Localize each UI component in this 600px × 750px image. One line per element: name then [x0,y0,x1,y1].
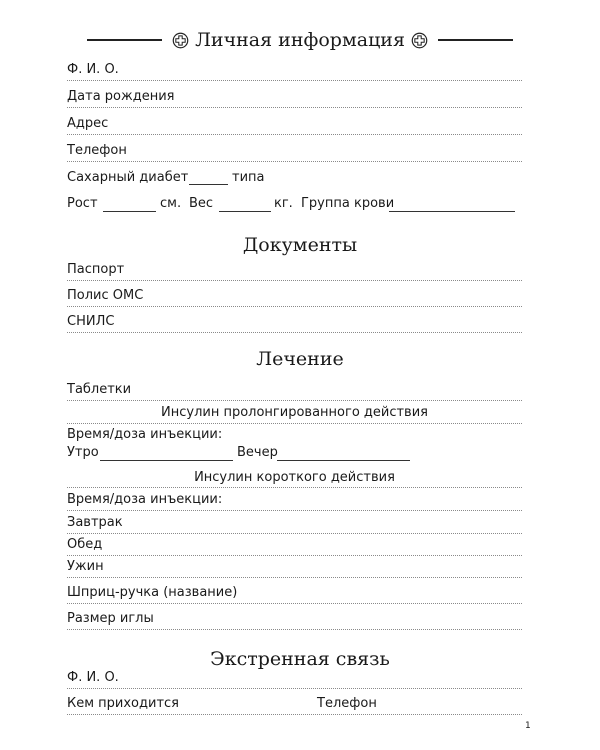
blood-type-label: Группа крови [301,196,395,211]
morning-label: Утро [67,445,99,460]
blood-type-field[interactable] [389,211,515,212]
fio-field[interactable] [67,58,522,81]
long-insulin-label: Инсулин пролонгированного действия [161,405,428,420]
medical-cross-icon [411,32,428,49]
phone-label: Телефон [67,143,127,158]
passport-label: Паспорт [67,262,125,277]
birth-date-field[interactable] [67,85,522,108]
time-dose-label-2: Время/доза инъекции: [67,492,223,507]
evening-field[interactable] [277,460,410,461]
section-title-emergency: Экстренная связь [210,648,390,670]
diabetes-type-field[interactable] [189,184,228,185]
lunch-label: Обед [67,537,103,552]
needle-label: Размер иглы [67,611,154,626]
tablets-label: Таблетки [67,382,132,397]
evening-label: Вечер [237,445,278,460]
diabetes-suffix: типа [232,170,265,185]
section-title-treatment: Лечение [256,348,344,370]
time-dose-label-1: Время/доза инъекции: [67,427,223,442]
emergency-fio-field[interactable] [67,666,522,689]
pen-field[interactable] [67,581,522,604]
fio-label: Ф. И. О. [67,62,119,77]
birth-date-label: Дата рождения [67,89,175,104]
emergency-contact-row[interactable] [67,692,522,715]
weight-field[interactable] [219,211,271,212]
section-title-documents: Документы [242,234,358,256]
oms-field[interactable] [67,284,522,307]
height-label: Рост [67,196,98,211]
medical-cross-icon [172,32,189,49]
title-rule-right [438,39,513,41]
section-title-personal [0,27,600,53]
address-field[interactable] [67,112,522,135]
relation-label: Кем приходится [67,696,179,711]
passport-field[interactable] [67,258,522,281]
page-title: Личная информация [195,29,405,51]
snils-label: СНИЛС [67,314,115,329]
morning-field[interactable] [100,460,233,461]
lunch-field[interactable] [67,533,522,556]
diabetes-label: Сахарный диабет [67,170,189,185]
address-label: Адрес [67,116,109,131]
oms-label: Полис ОМС [67,288,144,303]
time-dose-row-2 [67,488,522,511]
breakfast-label: Завтрак [67,515,123,530]
dinner-field[interactable] [67,555,522,578]
short-insulin-label: Инсулин короткого действия [194,470,395,485]
weight-label: Вес [189,196,214,211]
title-rule-left [87,39,162,41]
emergency-phone-label: Телефон [317,696,377,711]
page-number: 1 [525,721,531,731]
height-field[interactable] [103,211,156,212]
needle-field[interactable] [67,607,522,630]
pen-label: Шприц-ручка (название) [67,585,238,600]
weight-unit: кг. [274,196,293,211]
long-insulin-row [67,401,522,424]
dinner-label: Ужин [67,559,104,574]
breakfast-field[interactable] [67,511,522,534]
phone-field[interactable] [67,139,522,162]
snils-field[interactable] [67,310,522,333]
tablets-field[interactable] [67,378,522,401]
emergency-fio-label: Ф. И. О. [67,670,119,685]
height-unit: см. [160,196,182,211]
